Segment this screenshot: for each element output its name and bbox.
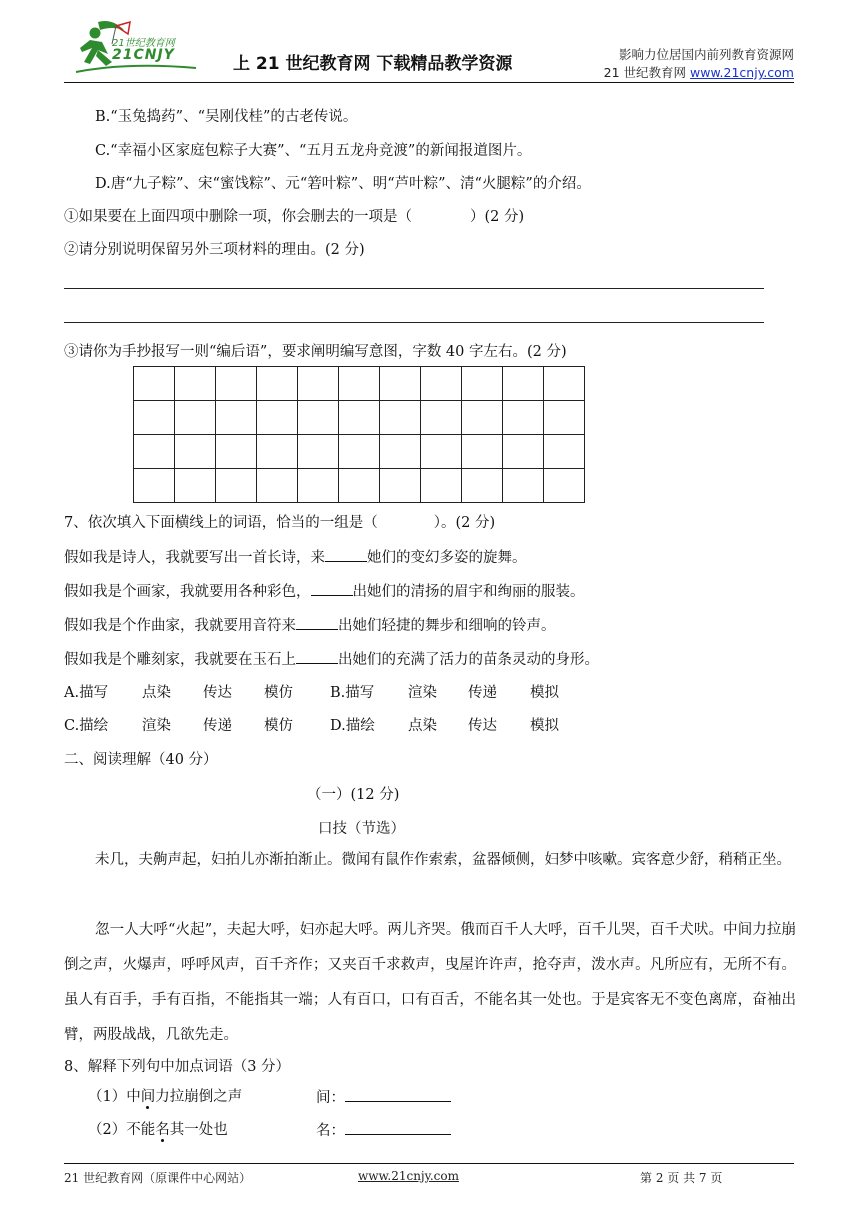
q7-line (64, 615, 556, 636)
q7-option: C.描绘 (64, 718, 109, 734)
q8-item-rest: 力拉崩倒之声 (155, 1089, 243, 1105)
q6-subquestion-2: ②请分别说明保留另外三项材料的理由。(2 分) (64, 242, 365, 258)
q8-item-label: （1）中 (88, 1089, 141, 1105)
q7-line-pre: 假如我是个作曲家，我就要用音符来 (64, 618, 296, 634)
q7-option-word: 渲染 (142, 718, 171, 734)
header-tagline: 影响力位居国内前列教育资源网 (618, 47, 794, 62)
q8-stem: 8、解释下列句中加点词语（3 分） (64, 1059, 291, 1075)
option-d: D.唐“九子粽”、宋“蜜饯粽”、元“箬叶粽”、明“芦叶粽”、清“火腿粽”的介绍。 (95, 176, 591, 192)
site-logo[interactable] (68, 18, 198, 78)
q7-line (64, 547, 527, 568)
logo-text-bottom: 21CNJY (112, 47, 175, 63)
answer-line-2[interactable] (64, 322, 764, 323)
header-site-line (604, 63, 794, 81)
q6-sub1-text: ①如果要在上面四项中删除一项，你会删去的一项是（ (64, 209, 412, 225)
q7-line-pre: 假如我是个画家，我就要用各种彩色， (64, 584, 311, 600)
option-c: C.“幸福小区家庭包粽子大赛”、“五月五龙舟竞渡”的新闻报道图片。 (95, 143, 532, 159)
fill-blank[interactable] (296, 615, 338, 630)
header-divider (64, 82, 794, 83)
section-heading: 二、阅读理解（40 分） (64, 752, 218, 768)
q7-stem-text: 7、依次填入下面横线上的词语，恰当的一组是（ (64, 515, 378, 531)
passage-paragraph: 忽一人大呼“火起”，夫起大呼，妇亦起大呼。两儿齐哭。俄而百千人大呼，百千儿哭，百千犬吠。中间力拉崩倒之声，火爆声，呼呼风声，百千齐作；又夹百千求救声，曳屋许许声，抢夺声，泼水声。凡所应有，无所不有。虽人有百手，手有百指，不能指其一端；人有百口，口有百舌，不能名其一处也。于是宾客无不变色离席，奋袖出臂，两股战战，几欲先走。 (64, 922, 796, 1043)
header-site-link[interactable]: www.21cnjy.com (690, 65, 794, 80)
q7-line-post: 出她们轻捷的舞步和细响的铃声。 (338, 618, 556, 634)
header-title: 上 21 世纪教育网 下载精品教学资源 (233, 54, 513, 74)
logo-text-top: 21世纪教育网 (112, 38, 175, 49)
q7-option-word: 点染 (142, 685, 171, 701)
q7-line-pre: 假如我是个雕刻家，我就要在玉石上 (64, 652, 296, 668)
answer-blank[interactable] (345, 1120, 451, 1135)
footer-divider (64, 1163, 794, 1164)
q7-line-post: 出她们的充满了活力的苗条灵动的身形。 (338, 652, 599, 668)
dotted-word: 名 (155, 1122, 170, 1138)
q7-line-post: 她们的变幻多姿的旋舞。 (367, 550, 527, 566)
dotted-word: 间 (140, 1089, 156, 1105)
option-b: B.“玉兔捣药”、“吴刚伐桂”的古老传说。 (95, 109, 358, 125)
q7-line (64, 581, 585, 602)
q8-answer (316, 1120, 451, 1141)
q7-stem-score: ）。(2 分) (433, 515, 496, 531)
q8-answer-label: 间： (316, 1090, 345, 1106)
fill-blank[interactable] (311, 581, 353, 596)
q7-option-word: 传递 (203, 718, 232, 734)
q8-item-label: （2）不能 (88, 1122, 156, 1138)
footer-left: 21 世纪教育网（原课件中心网站） (64, 1171, 252, 1185)
passage-paragraph: 未几，夫齁声起，妇拍儿亦渐拍渐止。微闻有鼠作作索索，盆器倾侧，妇梦中咳嗽。宾客意少舒，稍稍正坐。 (95, 852, 791, 868)
q7-option-word: 传达 (468, 718, 497, 734)
fill-blank[interactable] (325, 547, 367, 562)
header-site-name: 21 世纪教育网 (603, 65, 691, 80)
fill-blank[interactable] (296, 649, 338, 664)
q8-item (88, 1120, 228, 1140)
q8-answer-label: 名： (316, 1123, 345, 1139)
q7-option-word: 模拟 (530, 685, 559, 701)
q7-option-word: 模拟 (530, 718, 559, 734)
writing-grid[interactable] (133, 366, 585, 503)
q7-option-word: 模仿 (264, 685, 293, 701)
q7-stem (64, 513, 495, 533)
q6-subquestion-1 (64, 207, 524, 227)
q7-option: D.描绘 (330, 718, 375, 734)
answer-line-1[interactable] (64, 288, 764, 289)
q8-item (88, 1087, 242, 1107)
q8-item-rest: 其一处也 (169, 1122, 228, 1138)
q7-option-word: 传达 (203, 685, 232, 701)
q7-line-post: 出她们的清扬的眉宇和绚丽的服装。 (352, 584, 585, 600)
q7-option-word: 模仿 (264, 718, 293, 734)
answer-blank[interactable] (345, 1087, 451, 1102)
q7-option: B.描写 (330, 685, 375, 701)
part-heading: （一）(12 分) (307, 787, 400, 803)
q7-option: A.描写 (64, 685, 109, 701)
q7-line-pre: 假如我是诗人，我就要写出一首长诗，来 (64, 550, 325, 566)
footer-page-number: 第 2 页 共 7 页 (640, 1171, 723, 1185)
q7-option-word: 点染 (408, 718, 437, 734)
q6-subquestion-3: ③请你为手抄报写一则“编后语”，要求阐明编写意图，字数 40 字左右。(2 分) (64, 344, 567, 360)
q6-sub1-score: ）(2 分) (470, 209, 525, 225)
q7-option-word: 传递 (468, 685, 497, 701)
q7-line (64, 649, 599, 670)
q7-option-word: 渲染 (408, 685, 437, 701)
q8-answer (316, 1087, 451, 1108)
footer-link[interactable]: www.21cnjy.com (358, 1169, 459, 1183)
passage-title: 口技（节选） (318, 821, 405, 837)
